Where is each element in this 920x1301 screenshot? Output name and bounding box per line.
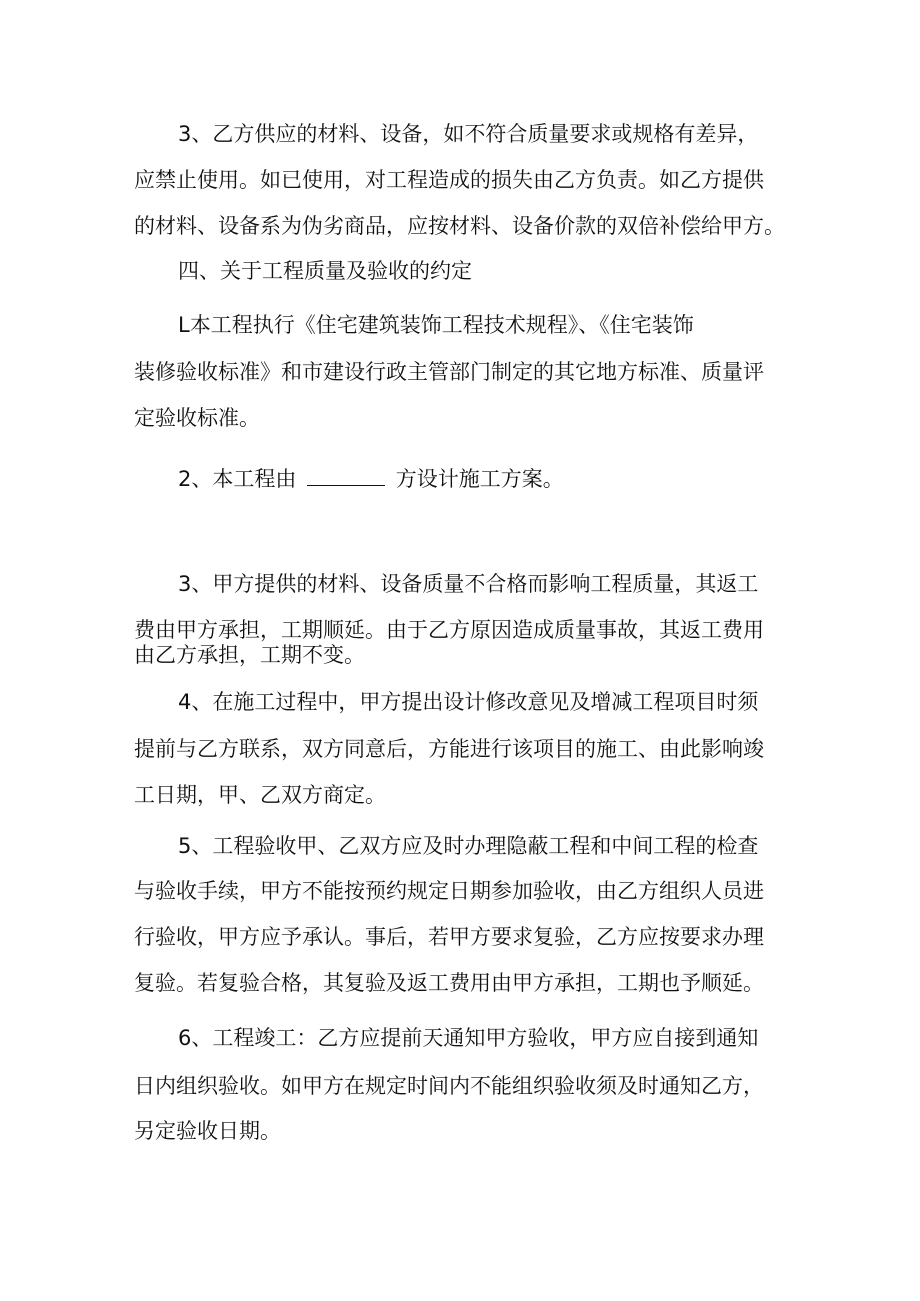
paragraph-line: 定验收标准。 [134,406,260,430]
paragraph-line: 日内组织验收。如甲方在规定时间内不能组织验收须及时通知乙方， [134,1074,764,1098]
paragraph-line: 提前与乙方联系，双方同意后，方能进行该项目的施工、由此影响竣 [134,737,764,761]
paragraph-line: 5、工程验收甲、乙双方应及时办理隐蔽工程和中间工程的检查 [178,834,759,858]
paragraph-line: 另定验收日期。 [134,1119,281,1143]
section-heading: 四、关于工程质量及验收的约定 [178,259,472,283]
paragraph-line: 装修验收标准》和市建设行政主管部门制定的其它地方标准、质量评 [134,360,764,384]
paragraph-line: 由乙方承担，工期不变。 [134,643,365,667]
paragraph-line: 与验收手续，甲方不能按预约规定日期参加验收，由乙方组织人员进 [134,879,764,903]
line-text-before-blank: 2、本工程由 [178,467,297,491]
paragraph-line: 3、甲方提供的材料、设备质量不合格而影响工程质量，其返工 [178,572,759,596]
paragraph-line: 3、乙方供应的材料、设备，如不符合质量要求或规格有差异， [178,122,759,146]
paragraph-line: 应禁止使用。如已使用，对工程造成的损失由乙方负责。如乙方提供 [134,168,764,192]
paragraph-line: 的材料、设备系为伪劣商品，应按材料、设备价款的双倍补偿给甲方。 [134,214,785,238]
paragraph-line: 行验收，甲方应予承认。事后，若甲方要求复验，乙方应按要求办理 [134,925,764,949]
line-text-after-blank: 方设计施工方案。 [395,467,564,491]
paragraph-line: 费由甲方承担，工期顺延。由于乙方原因造成质量事故，其返工费用 [134,618,764,642]
paragraph-line: 4、在施工过程中，甲方提出设计修改意见及增减工程项目时须 [178,690,759,714]
paragraph-line: L本工程执行《住宅建筑装饰工程技术规程》、《住宅装饰 [178,313,694,337]
paragraph-line: 复验。若复验合格，其复验及返工费用由甲方承担，工期也予顺延。 [134,971,764,995]
fill-in-blank [307,467,385,486]
paragraph-line: 工日期，甲、乙双方商定。 [134,783,386,807]
paragraph-line: 6、工程竣工：乙方应提前天通知甲方验收，甲方应自接到通知 [178,1026,759,1050]
paragraph-line-with-blank [178,465,564,493]
